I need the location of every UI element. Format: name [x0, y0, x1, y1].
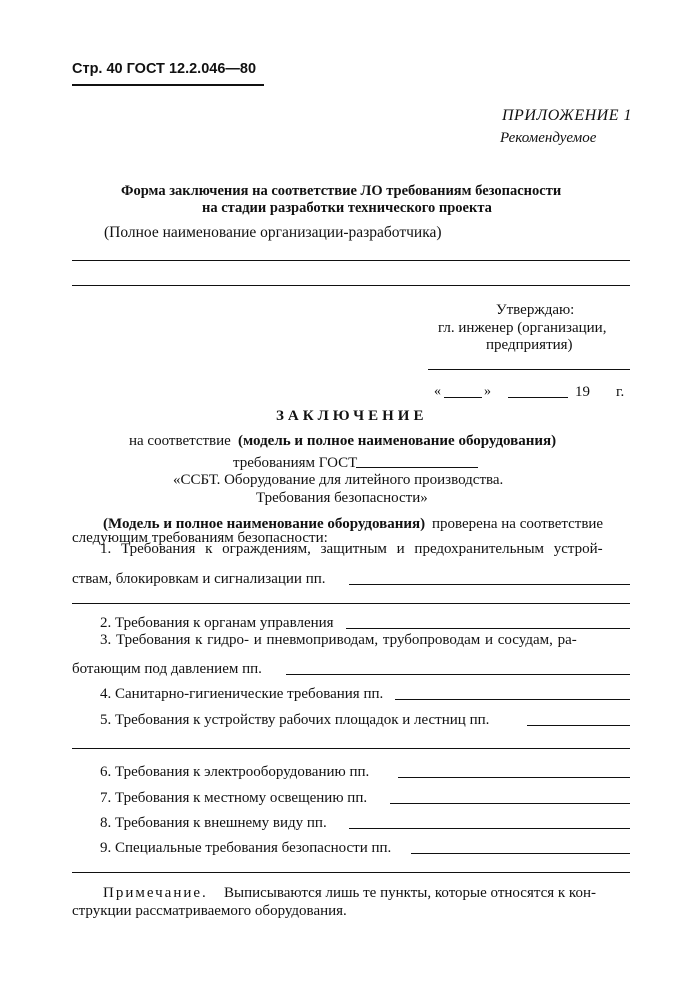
appendix-subtitle: Рекомендуемое [500, 130, 597, 146]
organization-line-1 [72, 260, 630, 261]
item1-fill [349, 584, 630, 585]
gost-number-line [356, 467, 478, 468]
approval-signature-line [428, 369, 630, 370]
item8-fill [349, 828, 630, 829]
item3-line2: ботающим под давлением пп. [72, 661, 262, 677]
item4: 4. Санитарно-гигиенические требования пп. [100, 686, 384, 702]
approval-line2: гл. инженер (организации, [438, 320, 607, 336]
item5-fill [527, 725, 630, 726]
note-line2: струкции рассматриваемого оборудования. [72, 903, 347, 919]
item1-extra-line [72, 603, 630, 604]
date-quote-open: « [434, 384, 441, 399]
appendix-title: ПРИЛОЖЕНИЕ 1 [502, 107, 632, 124]
item7: 7. Требования к местному освещению пп. [100, 790, 368, 806]
item7-fill [390, 803, 630, 804]
conclusion-line1-prefix: на соответствие [129, 433, 231, 449]
date-day-line [444, 397, 482, 398]
item2: 2. Требования к органам управления [100, 615, 334, 631]
body-intro-bold: (Модель и полное наименование оборудования) [103, 516, 426, 532]
note-label: Примечание. [103, 885, 208, 901]
item9-fill [411, 853, 630, 854]
approval-line3: предприятия) [486, 337, 573, 353]
item8: 8. Требования к внешнему виду пп. [100, 815, 327, 831]
item6-fill [398, 777, 630, 778]
body-intro-rest: проверена на соответствие [432, 516, 604, 532]
header-rule [72, 84, 264, 86]
item1-line1: 1. Требования к ограждениям, защитным и предохранительным устрой- [100, 541, 603, 557]
body-intro-line2: следующим требованиям безопасности: [72, 530, 328, 546]
item1-line2: ствам, блокировкам и сигнализации пп. [72, 571, 326, 587]
date-suffix: г. [616, 384, 625, 400]
date-quote-close: » [484, 384, 491, 399]
item9-extra-line [72, 872, 630, 873]
item5-extra-line [72, 748, 630, 749]
item4-fill [395, 699, 630, 700]
item3-fill [286, 674, 630, 675]
item3-line1: 3. Требования к гидро- и пневмоприводам, трубопроводам и сосудам, ра- [100, 632, 577, 648]
conclusion-line2: требованиям ГОСТ [233, 455, 358, 471]
item6: 6. Требования к электрооборудованию пп. [100, 764, 370, 780]
conclusion-heading: ЗАКЛЮЧЕНИЕ [276, 408, 428, 424]
conclusion-line3: «ССБТ. Оборудование для литейного производства. [173, 472, 504, 488]
page-header: Стр. 40 ГОСТ 12.2.046—80 [72, 61, 257, 77]
note-line1-rest: Выписываются лишь те пункты, которые относятся к кон- [224, 885, 596, 901]
form-title-line1: Форма заключения на соответствие ЛО требованиям безопасности [121, 183, 562, 199]
item9: 9. Специальные требования безопасности пп. [100, 840, 392, 856]
date-year: 19 [575, 384, 590, 400]
date-month-line [508, 397, 568, 398]
organization-placeholder: (Полное наименование организации-разработчика) [104, 224, 442, 241]
conclusion-line1-bold: (модель и полное наименование оборудования) [238, 433, 557, 449]
conclusion-line4: Требования безопасности» [256, 490, 428, 506]
form-title-line2: на стадии разработки технического проекта [202, 200, 492, 216]
item2-fill [346, 628, 630, 629]
approval-line1: Утверждаю: [496, 302, 575, 318]
organization-line-2 [72, 285, 630, 286]
item5: 5. Требования к устройству рабочих площадок и лестниц пп. [100, 712, 490, 728]
